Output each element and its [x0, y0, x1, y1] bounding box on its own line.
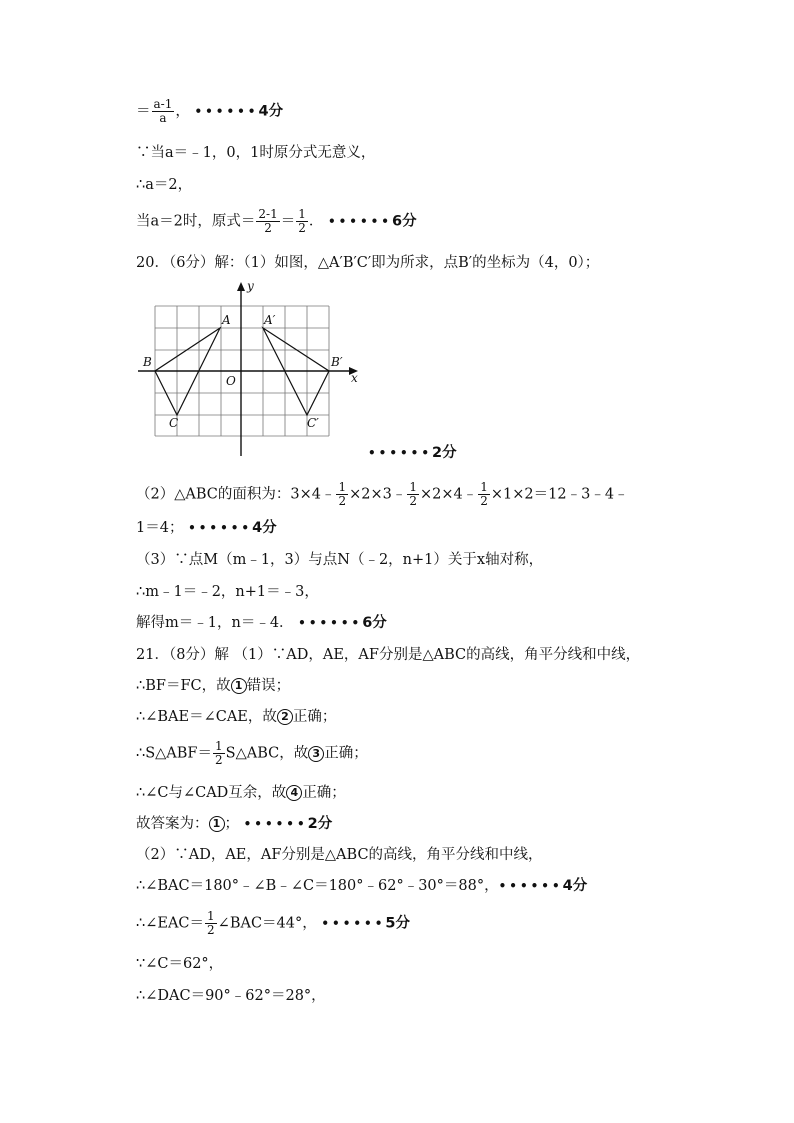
line-3: ∴a＝2，	[136, 177, 193, 193]
line-15: ∴S△ABF＝ $\frac{1}{2}$ S△ABC，故 3 正确；	[136, 739, 368, 767]
fraction: $\frac{1}{2}$	[215, 739, 223, 767]
line-4: 当a＝2时，原式＝ $\frac{2-1}{2}$ ＝ $\frac{1}{2}$ ． ••••••6分	[136, 207, 417, 235]
score: 4分	[562, 878, 588, 894]
line-6	[368, 443, 457, 463]
y-axis-arrow	[237, 282, 245, 291]
line-16: ∴∠C与∠CAD互余，故 4 正确；	[136, 785, 346, 801]
line-17: 故答案为： 1 ； ••••••2分	[136, 816, 333, 832]
fraction-half: $\frac{1}{2}$	[480, 480, 488, 508]
score: 6分	[362, 615, 387, 631]
line-22: ∴∠DAC＝90°﹣62°＝28°，	[136, 988, 326, 1004]
circled-number: 3	[308, 746, 324, 762]
line-18: （2）∵AD，AE，AF分别是△ABC的高线，角平分线和中线，	[136, 847, 543, 863]
score-dots: ••••••	[243, 817, 308, 831]
label-a2: A′	[264, 313, 276, 327]
circled-number: 1	[231, 678, 247, 694]
fraction-half: $\frac{1}{2}$	[409, 480, 417, 508]
circled-number: 2	[277, 709, 293, 725]
line-9: （3）∵点M（m﹣1，3）与点N（﹣2，n+1）关于x轴对称，	[136, 552, 544, 568]
label-y: y	[247, 279, 254, 293]
line-11: 解得m＝﹣1，n＝﹣4． ••••••6分	[136, 615, 387, 631]
score-dots: ••••••	[194, 104, 259, 119]
fraction-half: $\frac{1}{2}$	[338, 480, 347, 508]
line-13: ∴BF＝FC，故 1 错误；	[136, 678, 291, 694]
label-c2: C′	[307, 416, 319, 430]
score-dots: ••••••	[368, 446, 433, 460]
line-2: ∵当a＝﹣1，0，1时原分式无意义，	[136, 145, 376, 161]
score: 4分	[252, 520, 277, 536]
line-5: 20．（6分）解：（1）如图，△A′B′C′即为所求，点B′的坐标为（4，0）；	[136, 255, 600, 271]
label-b: B	[143, 355, 152, 369]
fraction: $\frac{1}{2}$	[298, 207, 306, 235]
line-8: 1＝4； ••••••4分	[136, 520, 277, 536]
score: 6分	[391, 213, 417, 230]
score-dots: ••••••	[321, 916, 386, 931]
line-14: ∴∠BAE＝∠CAE，故 2 正确；	[136, 709, 337, 725]
fraction: $\frac{2-1}{2}$	[258, 207, 278, 235]
line-19: ∴∠BAC＝180°﹣∠B﹣∠C＝180°﹣62°﹣30°＝88°，••••••4分	[136, 878, 588, 894]
score: 2分	[432, 445, 457, 461]
line-21: ∵∠C＝62°，	[136, 956, 224, 972]
line-20: ∴∠EAC＝ $\frac{1}{2}$ ∠BAC＝44°， ••••••5分	[136, 909, 410, 937]
score-dots: ••••••	[327, 214, 392, 229]
score: 4分	[258, 103, 284, 120]
line-10: ∴m﹣1＝﹣2，n+1＝﹣3，	[136, 584, 319, 600]
line-1: ＝ $\frac{a-1}{a}$ ， ••••••4分	[136, 97, 284, 125]
coordinate-grid-figure	[130, 278, 370, 458]
circled-number: 1	[209, 816, 225, 832]
label-a: A	[222, 313, 231, 327]
line-7: （2）△ABC的面积为：3×4﹣ $\frac{1}{2}$ ×2×3﹣ $\frac{1}{2}$ ×2×4﹣ $\frac{1}{2}$ ×1×2＝12﹣3﹣4﹣	[136, 480, 629, 508]
score: 5分	[385, 915, 410, 932]
text: ＝	[136, 103, 151, 120]
score: 2分	[307, 816, 333, 832]
score-dots: ••••••	[298, 616, 363, 630]
label-x: x	[351, 371, 358, 385]
label-o: O	[226, 374, 236, 388]
score-dots: ••••••	[188, 521, 253, 535]
line-12: 21．（8分）解 （1）∵AD，AE，AF分别是△ABC的高线，角平分线和中线，	[136, 647, 641, 663]
label-b2: B′	[331, 355, 343, 369]
fraction: $\frac{a-1}{a}$	[153, 97, 173, 125]
label-c: C	[169, 416, 179, 430]
fraction: $\frac{1}{2}$	[207, 909, 215, 937]
circled-number: 4	[286, 785, 302, 801]
score-dots: ••••••	[498, 879, 563, 893]
